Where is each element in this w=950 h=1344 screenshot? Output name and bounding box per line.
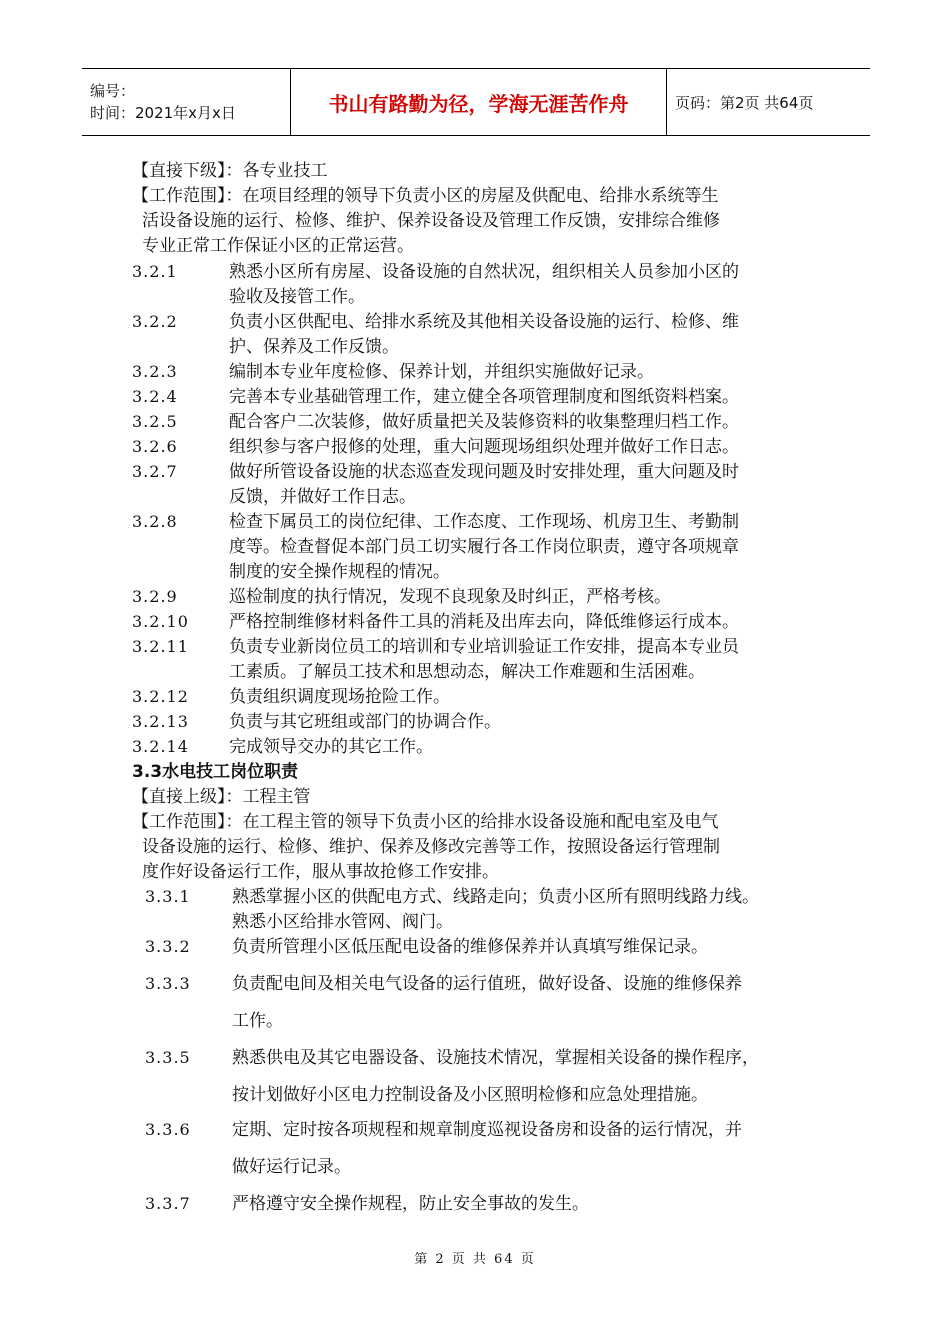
item-number: 3.2.9 bbox=[132, 587, 178, 606]
item-text: 负责配电间及相关电气设备的运行值班，做好设备、设施的维修保养 bbox=[232, 974, 742, 994]
item-number: 3.2.5 bbox=[132, 412, 178, 431]
item-text: 工素质。了解员工技术和思想动态，解决工作难题和生活困难。 bbox=[229, 662, 705, 682]
item-number: 3.2.11 bbox=[132, 637, 189, 656]
item-text: 熟悉掌握小区的供配电方式、线路走向；负责小区所有照明线路力线。 bbox=[232, 887, 759, 907]
item-text: 按计划做好小区电力控制设备及小区照明检修和应急处理措施。 bbox=[232, 1085, 708, 1105]
item-text: 负责组织调度现场抢险工作。 bbox=[229, 687, 450, 707]
page-info: 页码：第2页 共64页 bbox=[667, 69, 871, 136]
page-footer: 第 2 页 共 64 页 bbox=[414, 1252, 536, 1267]
section-heading: 3.3水电技工岗位职责 bbox=[132, 762, 299, 782]
item-text: 熟悉小区所有房屋、设备设施的自然状况，组织相关人员参加小区的 bbox=[229, 262, 739, 282]
item-text: 制度的安全操作规程的情况。 bbox=[229, 562, 450, 582]
item-text: 度等。检查督促本部门员工切实履行各工作岗位职责，遵守各项规章 bbox=[229, 537, 739, 557]
item-text: 完成领导交办的其它工作。 bbox=[229, 737, 433, 757]
scope-line-2: 设备设施的运行、检修、维护、保养及修改完善等工作，按照设备运行管理制 bbox=[142, 837, 720, 857]
item-text: 做好运行记录。 bbox=[232, 1157, 351, 1177]
item-number: 3.3.3 bbox=[145, 974, 191, 993]
item-text: 验收及接管工作。 bbox=[229, 287, 365, 307]
superior-line: 【直接上级】：工程主管 bbox=[132, 787, 311, 807]
item-number: 3.2.12 bbox=[132, 687, 189, 706]
item-text: 编制本专业年度检修、保养计划，并组织实施做好记录。 bbox=[229, 362, 654, 382]
item-text: 工作。 bbox=[232, 1011, 283, 1031]
item-text: 负责与其它班组或部门的协调合作。 bbox=[229, 712, 501, 732]
item-number: 3.3.1 bbox=[145, 887, 191, 906]
item-number: 3.2.4 bbox=[132, 387, 178, 406]
item-number: 3.2.7 bbox=[132, 462, 178, 481]
item-number: 3.2.3 bbox=[132, 362, 178, 381]
motto: 书山有路勤为径，学海无涯苦作舟 bbox=[291, 69, 667, 136]
item-text: 反馈，并做好工作日志。 bbox=[229, 487, 416, 507]
item-number: 3.2.13 bbox=[132, 712, 189, 731]
item-number: 3.3.6 bbox=[145, 1120, 191, 1139]
item-text: 检查下属员工的岗位纪律、工作态度、工作现场、机房卫生、考勤制 bbox=[229, 512, 739, 532]
header-table bbox=[82, 68, 870, 136]
item-number: 3.3.7 bbox=[145, 1194, 191, 1213]
item-number: 3.2.14 bbox=[132, 737, 189, 756]
item-text: 组织参与客户报修的处理，重大问题现场组织处理并做好工作日志。 bbox=[229, 437, 739, 457]
item-text: 巡检制度的执行情况，发现不良现象及时纠正，严格考核。 bbox=[229, 587, 671, 607]
item-number: 3.2.1 bbox=[132, 262, 178, 281]
item-text: 完善本专业基础管理工作，建立健全各项管理制度和图纸资料档案。 bbox=[229, 387, 739, 407]
date-label: 时间：2021年x月x日 bbox=[90, 104, 236, 122]
item-number: 3.2.6 bbox=[132, 437, 178, 456]
item-text: 熟悉小区给排水管网、阀门。 bbox=[232, 912, 453, 932]
item-text: 做好所管设备设施的状态巡查发现问题及时安排处理，重大问题及时 bbox=[229, 462, 739, 482]
item-text: 定期、定时按各项规程和规章制度巡视设备房和设备的运行情况，并 bbox=[232, 1120, 742, 1140]
scope-line-2: 活设备设施的运行、检修、维护、保养设备设及管理工作反馈，安排综合维修 bbox=[142, 211, 720, 231]
item-text: 严格控制维修材料备件工具的消耗及出库去向，降低维修运行成本。 bbox=[229, 612, 739, 632]
item-number: 3.3.5 bbox=[145, 1048, 191, 1067]
item-text: 负责小区供配电、给排水系统及其他相关设备设施的运行、检修、维 bbox=[229, 312, 739, 332]
scope-line-1: 【工作范围】：在工程主管的领导下负责小区的给排水设备设施和配电室及电气 bbox=[132, 812, 719, 832]
item-text: 护、保养及工作反馈。 bbox=[229, 337, 399, 357]
item-text: 配合客户二次装修，做好质量把关及装修资料的收集整理归档工作。 bbox=[229, 412, 739, 432]
subordinate-line: 【直接下级】：各专业技工 bbox=[132, 161, 328, 181]
scope-line-3: 度作好设备运行工作，服从事故抢修工作安排。 bbox=[142, 862, 499, 882]
serial-label: 编号： bbox=[90, 82, 136, 100]
item-text: 严格遵守安全操作规程，防止安全事故的发生。 bbox=[232, 1194, 589, 1214]
item-text: 熟悉供电及其它电器设备、设施技术情况，掌握相关设备的操作程序， bbox=[232, 1048, 759, 1068]
scope-line-3: 专业正常工作保证小区的正常运营。 bbox=[142, 236, 414, 256]
item-number: 3.2.2 bbox=[132, 312, 178, 331]
item-number: 3.2.8 bbox=[132, 512, 178, 531]
item-text: 负责专业新岗位员工的培训和专业培训验证工作安排，提高本专业员 bbox=[229, 637, 739, 657]
item-number: 3.2.10 bbox=[132, 612, 189, 631]
item-number: 3.3.2 bbox=[145, 937, 191, 956]
header-left-cell bbox=[82, 69, 291, 136]
item-text: 负责所管理小区低压配电设备的维修保养并认真填写维保记录。 bbox=[232, 937, 708, 957]
scope-line-1: 【工作范围】：在项目经理的领导下负责小区的房屋及供配电、给排水系统等生 bbox=[132, 186, 719, 206]
